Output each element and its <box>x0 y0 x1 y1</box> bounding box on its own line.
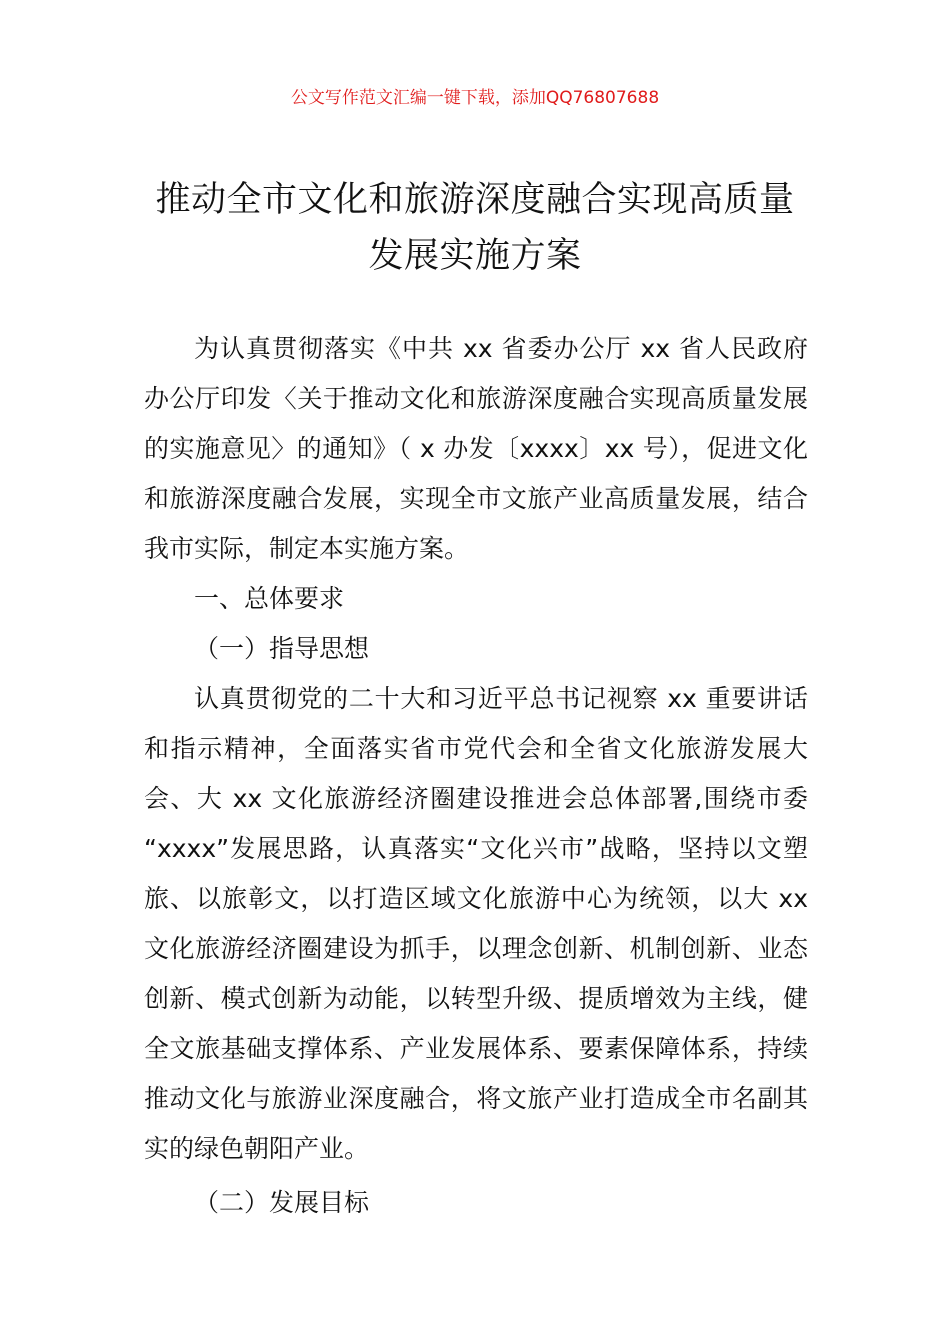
document-body <box>144 324 808 1228</box>
title-line-1: 推动全市文化和旅游深度融合实现高质量 <box>155 180 795 220</box>
intro-paragraph: 为认真贯彻落实《中共 xx 省委办公厅 xx 省人民政府办公厅印发〈关于推动文化和旅游深度融合实现高质量发展的实施意见〉的通知》（ x 办发〔xxxx〕xx 号），促进文化和旅游深度融合发展，实现全市文旅产业高质量发展，结合我市实际，制定本实施方案。 <box>144 334 808 563</box>
title-line-2: 发展实施方案 <box>368 236 582 276</box>
guiding-ideology-paragraph: 认真贯彻党的二十大和习近平总书记视察 xx 重要讲话和指示精神，全面落实省市党代会和全省文化旅游发展大会、大 xx 文化旅游经济圈建设推进会总体部署,围绕市委 “xxxx”发展思路，认真落实“文化兴市”战略，坚持以文塑旅、以旅彰文，以打造区域文化旅游中心为统领，以大 xx 文化旅游经济圈建设为抓手，以理念创新、机制创新、业态创新、模式创新为动能，以转型升级、提质增效为主线，健全文旅基础支撑体系、产业发展体系、要素保障体系，持续推动文化与旅游业深度融合，将文旅产业打造成全市名副其实的绿色朝阳产业。 <box>144 684 808 1163</box>
subheading-development-goals: （二）发展目标 <box>194 1188 370 1217</box>
document-title <box>100 172 850 284</box>
subheading-guiding-ideology: （一）指导思想 <box>194 634 370 663</box>
section-heading-general-requirements: 一、总体要求 <box>194 584 345 613</box>
download-notice: 公文写作范文汇编一键下载，添加QQ76807688 <box>290 88 660 108</box>
